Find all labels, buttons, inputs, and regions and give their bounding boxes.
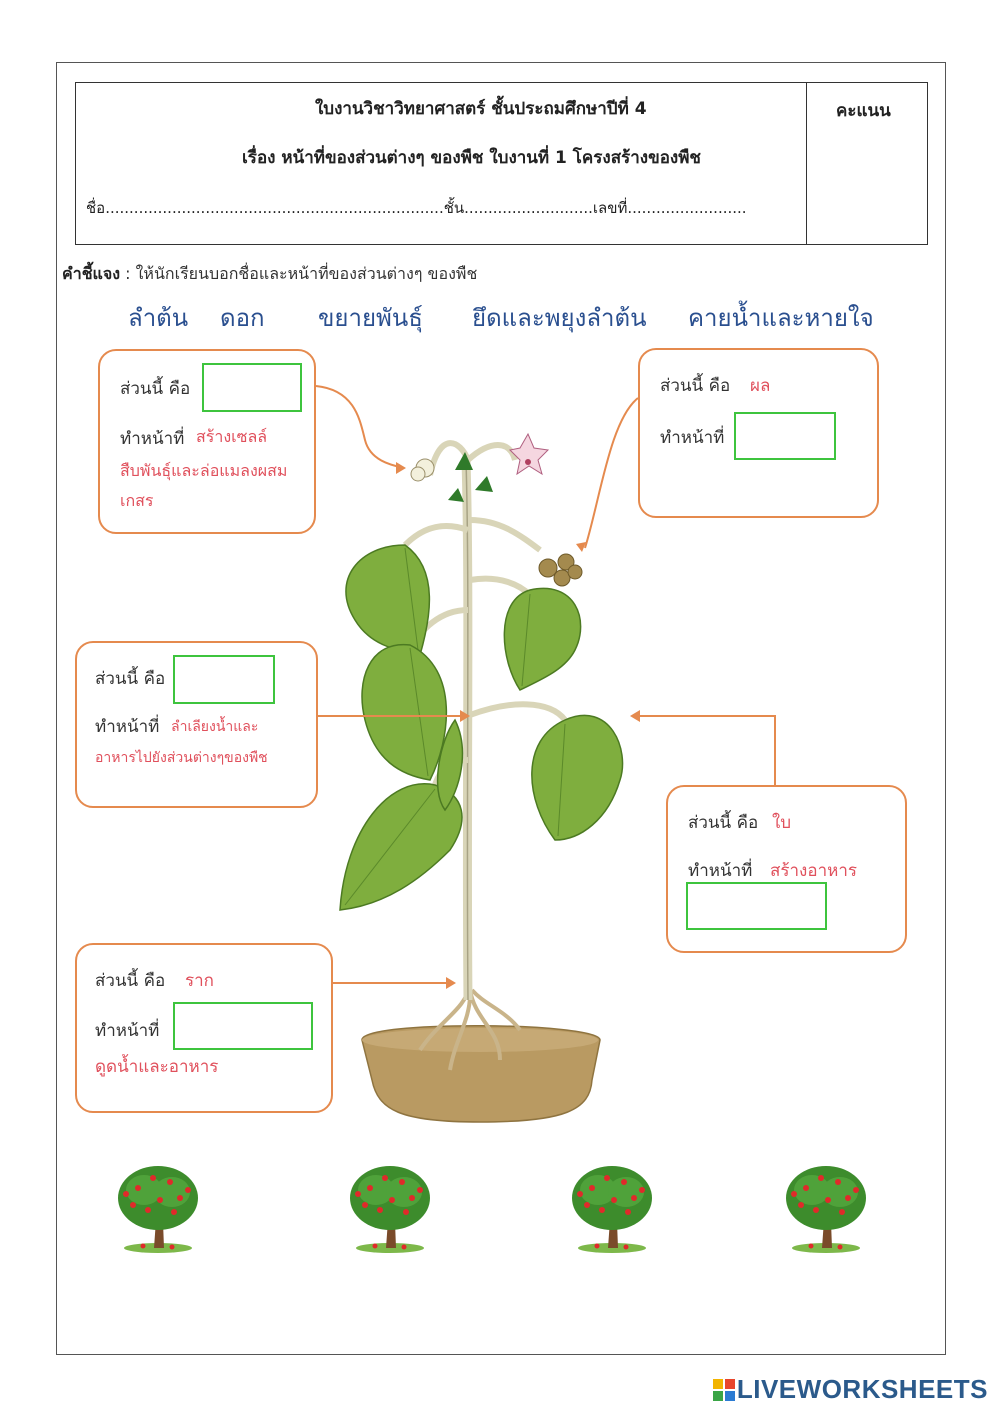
brand-name: LIVEWORKSHEETS <box>736 1374 988 1404</box>
word-bank-item[interactable]: ขยายพันธุ์ <box>318 304 423 332</box>
callout-root <box>75 943 333 1113</box>
callout-leaf <box>666 785 907 953</box>
word-bank-item[interactable]: ลำต้น <box>128 304 189 332</box>
fruit-function-answer-box[interactable] <box>734 412 836 460</box>
part-label: ส่วนนี้ คือ <box>688 813 759 833</box>
tree-decoration <box>562 1160 662 1255</box>
worksheet-subtitle: เรื่อง หน้าที่ของส่วนต่างๆ ของพืช ใบงานที่ 1 โครงสร้างของพืช <box>242 148 701 168</box>
word-bank-item[interactable]: ยึดและพยุงลำต้น <box>472 304 647 332</box>
word-bank-item[interactable]: คายน้ำและหายใจ <box>688 304 874 332</box>
tree-decoration <box>776 1160 876 1255</box>
function-label: ทำหน้าที่ <box>660 428 725 448</box>
flower-cluster <box>411 434 548 502</box>
function-label: ทำหน้าที่ <box>95 717 160 737</box>
stem-part-answer-box[interactable] <box>173 655 275 704</box>
callout-flower <box>98 349 316 534</box>
leaf-function-answer: สร้างอาหาร <box>770 861 857 881</box>
tree-decoration <box>108 1160 208 1255</box>
tree-decoration <box>340 1160 440 1255</box>
flower-function-line: สืบพันธุ์และล่อแมลงผสม <box>120 461 288 480</box>
stem-function-line: ลำเลียงน้ำและ <box>171 719 259 735</box>
leaf-part-answer: ใบ <box>772 813 792 833</box>
leaf-extra-answer-box[interactable] <box>686 882 827 930</box>
instruction-label: คำชี้แจง <box>62 264 121 283</box>
function-label: ทำหน้าที่ <box>95 1021 160 1041</box>
function-label: ทำหน้าที่ <box>120 429 185 449</box>
worksheet-title: ใบงานวิชาวิทยาศาสตร์ ชั้นประถมศึกษาปีที่ 4 <box>315 99 647 119</box>
root-function-answer: ดูดน้ำและอาหาร <box>95 1057 219 1077</box>
root-function-answer-box[interactable] <box>173 1002 313 1050</box>
liveworksheets-logo-icon <box>713 1379 735 1401</box>
flower-function-line: เกสร <box>120 491 154 510</box>
flower-part-answer-box[interactable] <box>202 363 302 412</box>
fruit-part-answer: ผล <box>750 376 771 396</box>
instruction-text: : ให้นักเรียนบอกชื่อและหน้าที่ของส่วนต่างๆ ของพืช <box>120 264 478 283</box>
stem-function-line: อาหารไปยังส่วนต่างๆของพืช <box>95 750 268 766</box>
score-label: คะแนน <box>836 101 891 121</box>
liveworksheets-logo <box>713 1374 988 1405</box>
word-bank-item[interactable]: ดอก <box>220 304 265 332</box>
leaves <box>340 545 623 910</box>
student-info-line: ชื่อ.......................................................................ชั้น...........................เลขที่......................... <box>86 199 747 217</box>
callout-stem <box>75 641 318 808</box>
part-label: ส่วนนี้ คือ <box>660 376 731 396</box>
part-label: ส่วนนี้ คือ <box>95 971 166 991</box>
fruit-cluster <box>539 554 582 586</box>
part-label: ส่วนนี้ คือ <box>95 669 166 689</box>
soil-top <box>362 1028 598 1052</box>
function-label: ทำหน้าที่ <box>688 861 753 881</box>
callout-fruit <box>638 348 879 518</box>
flower-function-line: สร้างเซลล์ <box>196 427 268 446</box>
root-part-answer: ราก <box>185 971 214 991</box>
part-label: ส่วนนี้ คือ <box>120 379 191 399</box>
